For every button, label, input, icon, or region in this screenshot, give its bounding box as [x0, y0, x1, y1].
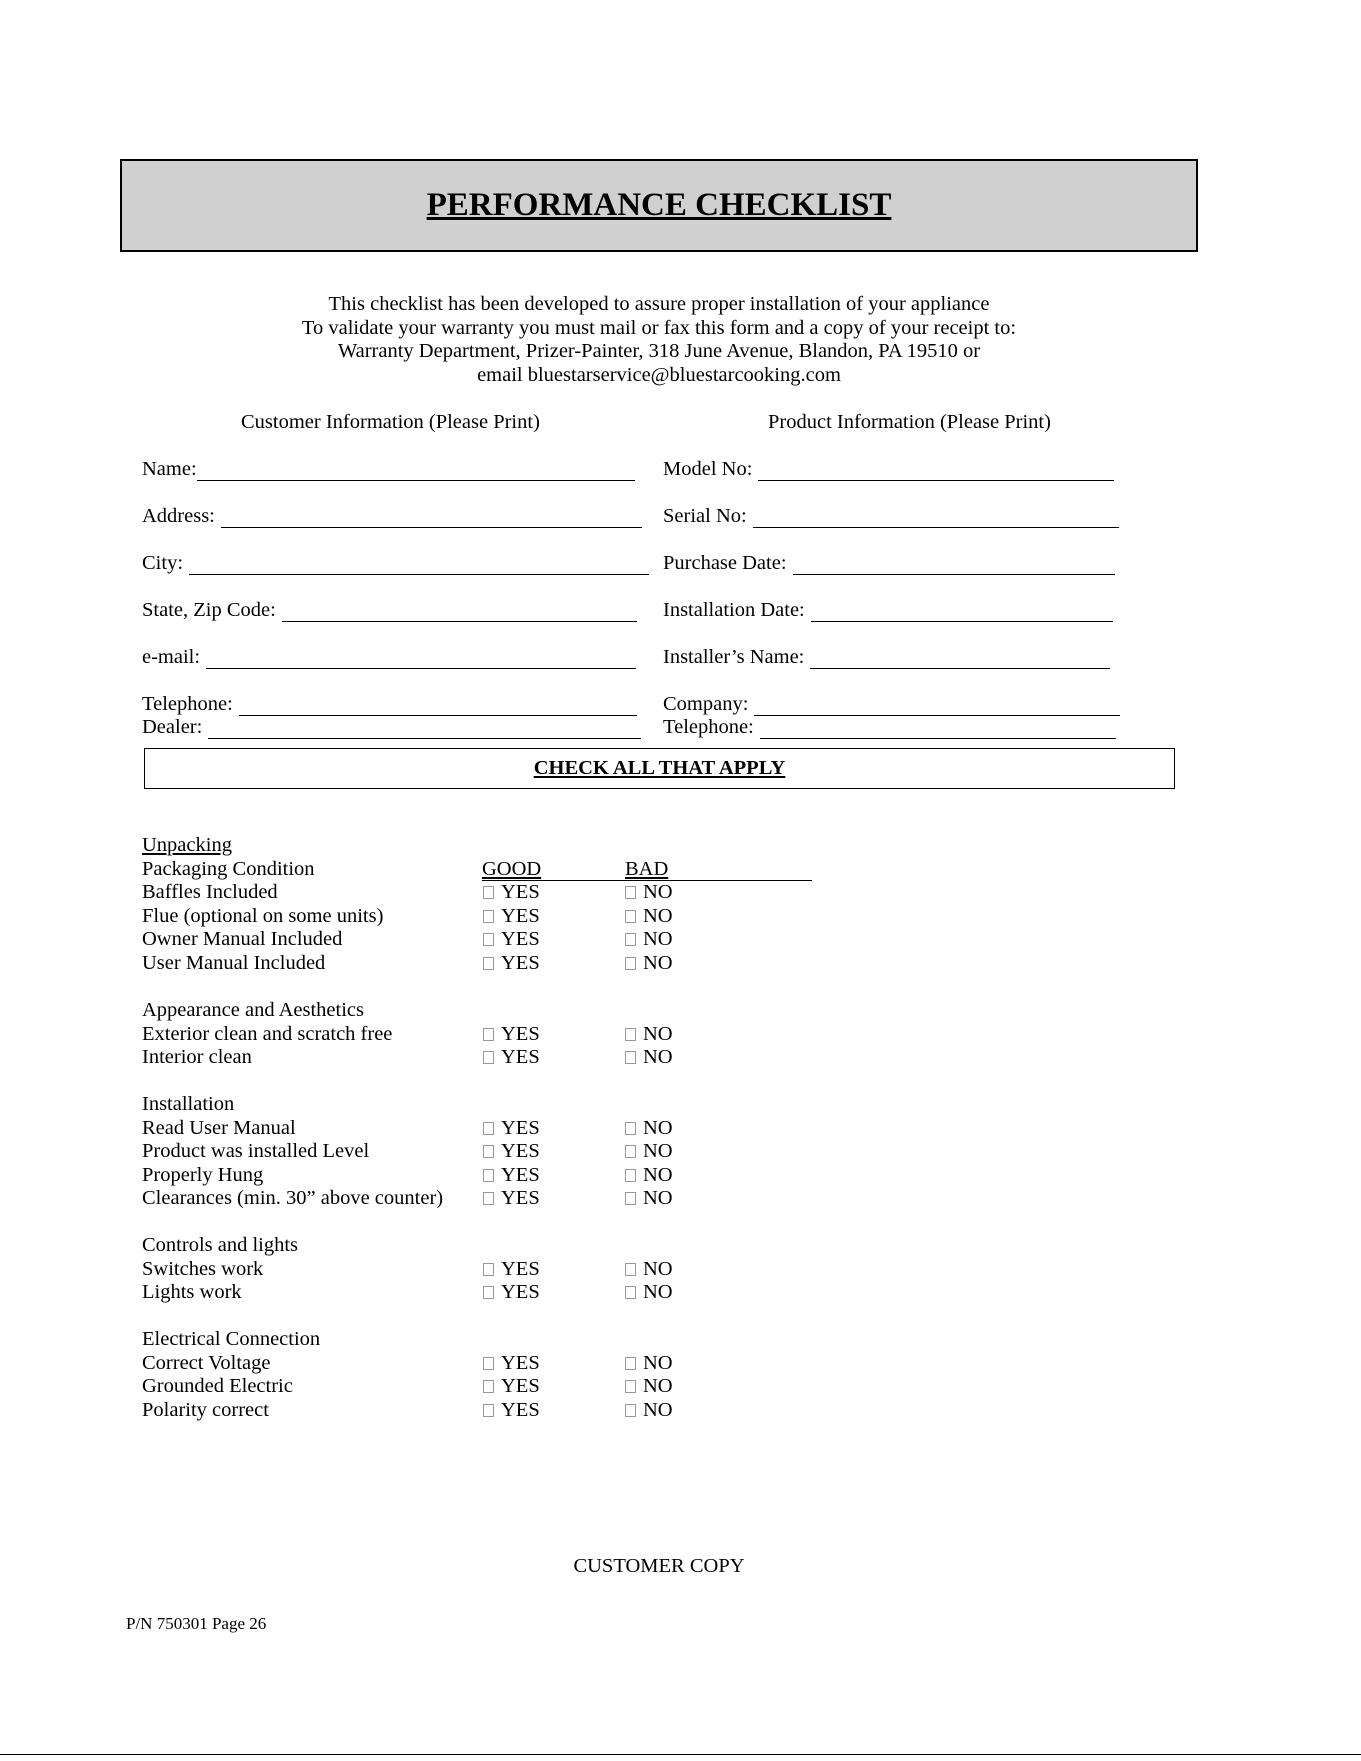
- fill-line[interactable]: [189, 556, 649, 575]
- checkbox-icon[interactable]: [483, 1192, 494, 1205]
- field-label: Name:: [142, 458, 197, 480]
- yes-label: YES: [501, 1258, 540, 1280]
- bottom-rule: [0, 1754, 1361, 1755]
- no-label: NO: [643, 1046, 673, 1068]
- yes-label: YES: [501, 1046, 540, 1068]
- yes-label: YES: [501, 1352, 540, 1374]
- page-number: P/N 750301 Page 26: [126, 1614, 267, 1633]
- no-option[interactable]: [625, 1399, 673, 1422]
- checkbox-icon[interactable]: [625, 1263, 636, 1276]
- field-label: Company:: [663, 693, 749, 715]
- bad-column-header: BAD: [625, 858, 669, 880]
- yes-option[interactable]: [483, 1046, 540, 1069]
- no-label: NO: [643, 952, 673, 974]
- state-zip-field[interactable]: [142, 599, 637, 622]
- yes-option[interactable]: [483, 1281, 540, 1304]
- section-heading: Installation: [142, 1093, 235, 1115]
- field-label: Installer’s Name:: [663, 646, 805, 668]
- item-label: Product was installed Level: [142, 1140, 370, 1162]
- fill-line[interactable]: [793, 556, 1115, 575]
- item-label: Switches work: [142, 1258, 264, 1280]
- product-telephone-field[interactable]: [663, 716, 1116, 739]
- yes-option[interactable]: [483, 952, 540, 975]
- no-label: NO: [643, 1117, 673, 1139]
- field-label: Serial No:: [663, 505, 747, 527]
- no-label: NO: [643, 1164, 673, 1186]
- checklist-row: [142, 1140, 702, 1164]
- no-option[interactable]: [625, 1023, 673, 1046]
- checklist-row: [142, 1375, 702, 1399]
- no-label: NO: [643, 1399, 673, 1421]
- no-label: NO: [643, 1258, 673, 1280]
- checklist-row: [142, 1399, 702, 1423]
- checkbox-icon[interactable]: [483, 1380, 494, 1393]
- section-heading-row: [142, 1234, 702, 1258]
- item-label: Correct Voltage: [142, 1352, 271, 1374]
- checkbox-icon[interactable]: [483, 1169, 494, 1182]
- yes-option[interactable]: [483, 1117, 540, 1140]
- yes-option[interactable]: [483, 1023, 540, 1046]
- yes-label: YES: [501, 881, 540, 903]
- no-label: NO: [643, 881, 673, 903]
- checkbox-icon[interactable]: [625, 1286, 636, 1299]
- section-heading-row: [142, 999, 702, 1023]
- no-option[interactable]: [625, 1117, 673, 1140]
- checkbox-icon[interactable]: [625, 1145, 636, 1158]
- no-label: NO: [643, 1375, 673, 1397]
- intro-line: To validate your warranty you must mail or fax this form and a copy of your receipt to:: [301, 316, 1017, 339]
- yes-label: YES: [501, 952, 540, 974]
- telephone-field[interactable]: [142, 693, 637, 716]
- no-option[interactable]: [625, 1164, 673, 1187]
- product-info-heading: Product Information (Please Print): [768, 411, 1051, 433]
- fill-line[interactable]: [810, 650, 1110, 669]
- fill-line[interactable]: [208, 720, 641, 739]
- checkbox-icon[interactable]: [483, 1051, 494, 1064]
- field-label: Dealer:: [142, 716, 203, 738]
- yes-option[interactable]: [483, 1258, 540, 1281]
- checkbox-icon[interactable]: [483, 1145, 494, 1158]
- no-label: NO: [643, 1187, 673, 1209]
- no-option[interactable]: [625, 881, 673, 904]
- page-title: PERFORMANCE CHECKLIST: [426, 187, 892, 223]
- fill-line[interactable]: [197, 462, 635, 481]
- yes-label: YES: [501, 905, 540, 927]
- section-heading: Controls and lights: [142, 1234, 299, 1256]
- yes-option[interactable]: [483, 1352, 540, 1375]
- dealer-field[interactable]: [142, 716, 641, 739]
- checklist-row: [142, 1281, 702, 1305]
- field-label: Model No:: [663, 458, 753, 480]
- address-field[interactable]: [142, 505, 642, 528]
- no-label: NO: [643, 1281, 673, 1303]
- no-option[interactable]: [625, 1375, 673, 1398]
- city-field[interactable]: [142, 552, 649, 575]
- checkbox-icon[interactable]: [483, 1122, 494, 1135]
- yes-label: YES: [501, 928, 540, 950]
- checklist-row: [142, 1117, 702, 1141]
- customer-info-heading: Customer Information (Please Print): [241, 411, 540, 433]
- check-all-banner: [144, 748, 1175, 789]
- no-option[interactable]: [625, 905, 673, 928]
- fill-line[interactable]: [221, 509, 642, 528]
- checklist-row: [142, 881, 702, 905]
- yes-label: YES: [501, 1187, 540, 1209]
- customer-copy-label: CUSTOMER COPY: [573, 1555, 745, 1577]
- yes-label: YES: [501, 1399, 540, 1421]
- yes-option[interactable]: [483, 1164, 540, 1187]
- intro-line: This checklist has been developed to assure proper installation of your appliance: [328, 293, 990, 315]
- name-field[interactable]: [142, 458, 635, 481]
- no-option[interactable]: [625, 1187, 673, 1210]
- no-label: NO: [643, 1140, 673, 1162]
- checkbox-icon[interactable]: [483, 910, 494, 923]
- checkbox-icon[interactable]: [625, 1380, 636, 1393]
- intro-line: Warranty Department, Prizer-Painter, 318 June Avenue, Blandon, PA 19510 or: [337, 340, 981, 363]
- fill-line[interactable]: [760, 720, 1116, 739]
- checkbox-icon[interactable]: [625, 1404, 636, 1417]
- checkbox-icon[interactable]: [625, 1169, 636, 1182]
- section-heading: Packaging Condition: [142, 858, 315, 880]
- checklist-row: [142, 1352, 702, 1376]
- model-no-field[interactable]: [663, 458, 1114, 481]
- no-option[interactable]: [625, 1352, 673, 1375]
- fill-line[interactable]: [811, 603, 1113, 622]
- yes-label: YES: [501, 1375, 540, 1397]
- no-option[interactable]: [625, 1140, 673, 1163]
- fill-line[interactable]: [753, 509, 1119, 528]
- packaging-condition-row: [142, 858, 702, 882]
- no-option[interactable]: [625, 928, 673, 951]
- checkbox-icon[interactable]: [483, 886, 494, 899]
- checklist-row: [142, 928, 702, 952]
- yes-option[interactable]: [483, 905, 540, 928]
- fill-line[interactable]: [758, 462, 1114, 481]
- checkbox-icon[interactable]: [625, 910, 636, 923]
- installation-date-field[interactable]: [663, 599, 1113, 622]
- item-label: Clearances (min. 30” above counter): [142, 1187, 444, 1209]
- yes-option[interactable]: [483, 1187, 540, 1210]
- no-option[interactable]: [625, 1046, 673, 1069]
- no-label: NO: [643, 928, 673, 950]
- yes-option[interactable]: [483, 1399, 540, 1422]
- checkbox-icon[interactable]: [625, 1028, 636, 1041]
- serial-no-field[interactable]: [663, 505, 1119, 528]
- checklist-row: [142, 1164, 702, 1188]
- field-label: Telephone:: [663, 716, 754, 738]
- check-all-label: CHECK ALL THAT APPLY: [533, 757, 786, 779]
- checkbox-icon[interactable]: [625, 1051, 636, 1064]
- fill-line[interactable]: [239, 697, 637, 716]
- checklist-row: [142, 1258, 702, 1282]
- checkbox-icon[interactable]: [483, 1028, 494, 1041]
- no-option[interactable]: [625, 1258, 673, 1281]
- good-column-header: GOOD: [482, 858, 542, 880]
- yes-option[interactable]: [483, 928, 540, 951]
- yes-label: YES: [501, 1023, 540, 1045]
- field-label: e-mail:: [142, 646, 201, 668]
- section-heading-row: [142, 1093, 702, 1117]
- item-label: Read User Manual: [142, 1117, 296, 1139]
- item-label: Flue (optional on some units): [142, 905, 384, 927]
- section-heading-row: [142, 1328, 702, 1352]
- item-label: Exterior clean and scratch free: [142, 1023, 393, 1045]
- no-label: NO: [643, 1023, 673, 1045]
- fill-line[interactable]: [754, 697, 1120, 716]
- no-option[interactable]: [625, 952, 673, 975]
- checkbox-icon[interactable]: [625, 1192, 636, 1205]
- checklist-row: [142, 1023, 702, 1047]
- field-label: Address:: [142, 505, 215, 527]
- field-label: State, Zip Code:: [142, 599, 276, 621]
- checklist-row: [142, 952, 702, 976]
- field-label: Installation Date:: [663, 599, 805, 621]
- item-label: Owner Manual Included: [142, 928, 343, 950]
- checkbox-icon[interactable]: [483, 1404, 494, 1417]
- item-label: Polarity correct: [142, 1399, 269, 1421]
- section-heading: Appearance and Aesthetics: [142, 999, 364, 1021]
- checklist-row: [142, 1187, 702, 1211]
- field-label: Purchase Date:: [663, 552, 787, 574]
- yes-option[interactable]: [483, 881, 540, 904]
- checkbox-icon[interactable]: [625, 933, 636, 946]
- purchase-date-field[interactable]: [663, 552, 1115, 575]
- no-option[interactable]: [625, 1281, 673, 1304]
- item-label: Properly Hung: [142, 1164, 264, 1186]
- checkbox-icon[interactable]: [625, 1357, 636, 1370]
- item-label: Lights work: [142, 1281, 242, 1303]
- item-label: User Manual Included: [142, 952, 326, 974]
- field-label: Telephone:: [142, 693, 233, 715]
- checklist-row: [142, 1046, 702, 1070]
- fill-line[interactable]: [282, 603, 637, 622]
- checkbox-icon[interactable]: [625, 1122, 636, 1135]
- title-banner: [120, 159, 1198, 252]
- checkbox-icon[interactable]: [483, 957, 494, 970]
- installers-name-field[interactable]: [663, 646, 1110, 669]
- no-label: NO: [643, 905, 673, 927]
- checklist-row: [142, 905, 702, 929]
- yes-label: YES: [501, 1281, 540, 1303]
- checkbox-icon[interactable]: [483, 1357, 494, 1370]
- section-heading: Electrical Connection: [142, 1328, 321, 1350]
- checkbox-icon[interactable]: [625, 886, 636, 899]
- item-label: Interior clean: [142, 1046, 252, 1068]
- yes-label: YES: [501, 1140, 540, 1162]
- checkbox-icon[interactable]: [625, 957, 636, 970]
- company-field[interactable]: [663, 693, 1120, 716]
- yes-option[interactable]: [483, 1375, 540, 1398]
- item-label: Grounded Electric: [142, 1375, 293, 1397]
- intro-line: email bluestarservice@bluestarcooking.com: [477, 363, 841, 386]
- yes-label: YES: [501, 1117, 540, 1139]
- yes-label: YES: [501, 1164, 540, 1186]
- unpacking-heading: Unpacking: [142, 834, 232, 856]
- email-field[interactable]: [142, 646, 636, 669]
- yes-option[interactable]: [483, 1140, 540, 1163]
- fill-line[interactable]: [206, 650, 636, 669]
- unpacking-heading-row: [142, 834, 702, 858]
- checkbox-icon[interactable]: [483, 1263, 494, 1276]
- field-label: City:: [142, 552, 184, 574]
- checkbox-icon[interactable]: [483, 933, 494, 946]
- checkbox-icon[interactable]: [483, 1286, 494, 1299]
- item-label: Baffles Included: [142, 881, 278, 903]
- intro-text: [0, 293, 1318, 387]
- no-label: NO: [643, 1352, 673, 1374]
